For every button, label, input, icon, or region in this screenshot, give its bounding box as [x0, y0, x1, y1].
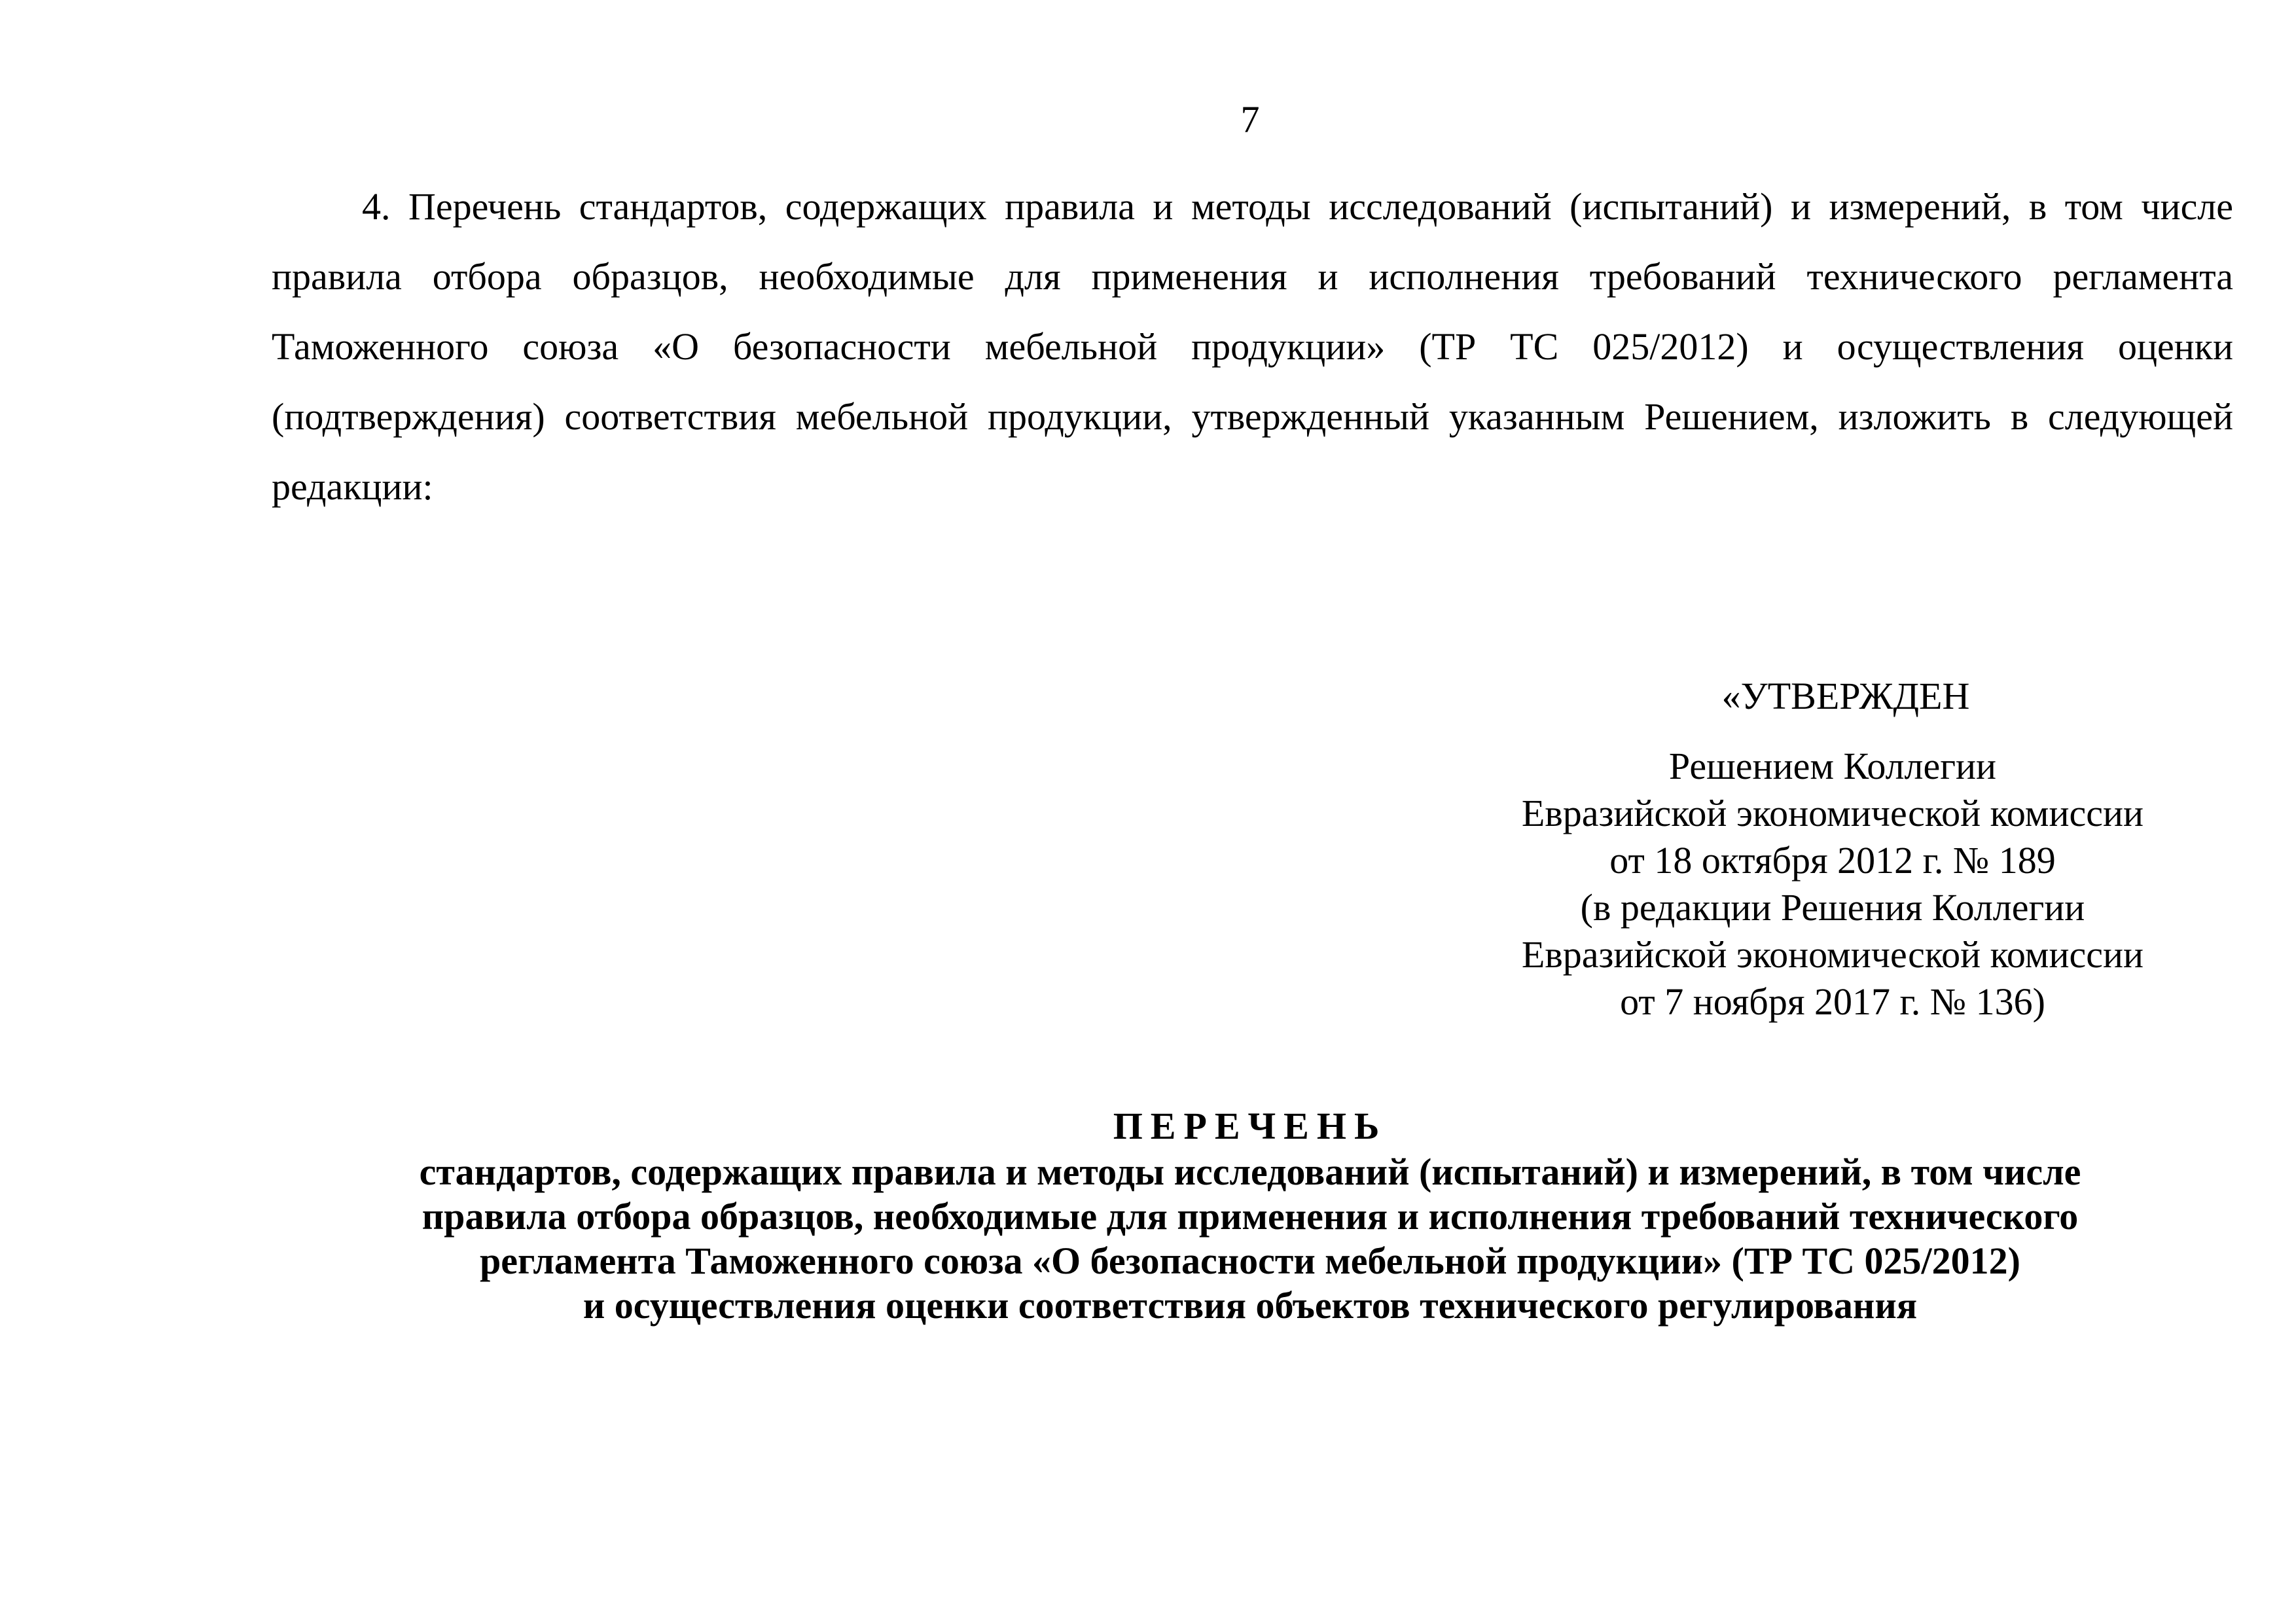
- approval-line: от 7 ноября 2017 г. № 136): [1620, 980, 2045, 1023]
- list-subtitle-line: и осуществления оценки соответствия объектов технического регулирования: [583, 1284, 1918, 1327]
- intro-paragraph: 4. Перечень стандартов, содержащих правила и методы исследований (испытаний) и измерений, в том числе правила отбора образцов, необходимые для применения и исполнения требований технического регламента Таможенного союза «О безопасности мебельной продукции» (ТР ТС 025/2012) и осуществления оценки (подтверждения) соответствия мебельной продукции, утвержденный указанным Решением, изложить в следующей редакции:: [272, 185, 2233, 508]
- list-title-block: [308, 1104, 2193, 1328]
- approval-heading: «УТВЕРЖДЕН: [1721, 675, 1970, 717]
- list-subtitle-line: правила отбора образцов, необходимые для применения и исполнения требований технического: [422, 1195, 2079, 1238]
- approval-line: Евразийской экономической комиссии: [1521, 933, 2144, 976]
- list-heading: ПЕРЕЧЕНЬ: [1113, 1105, 1388, 1147]
- list-subtitle-line: стандартов, содержащих правила и методы исследований (испытаний) и измерений, в том числе: [419, 1150, 2081, 1193]
- approval-line: (в редакции Решения Коллегии: [1580, 886, 2085, 929]
- approval-line: от 18 октября 2012 г. № 189: [1609, 839, 2056, 882]
- page-number: 7: [1240, 98, 1260, 141]
- list-subtitle-line: регламента Таможенного союза «О безопасности мебельной продукции» (ТР ТС 025/2012): [480, 1240, 2020, 1282]
- approval-stamp: [1427, 673, 2238, 1026]
- approval-line: Решением Коллегии: [1668, 745, 1997, 787]
- approval-line: Евразийской экономической комиссии: [1521, 792, 2144, 834]
